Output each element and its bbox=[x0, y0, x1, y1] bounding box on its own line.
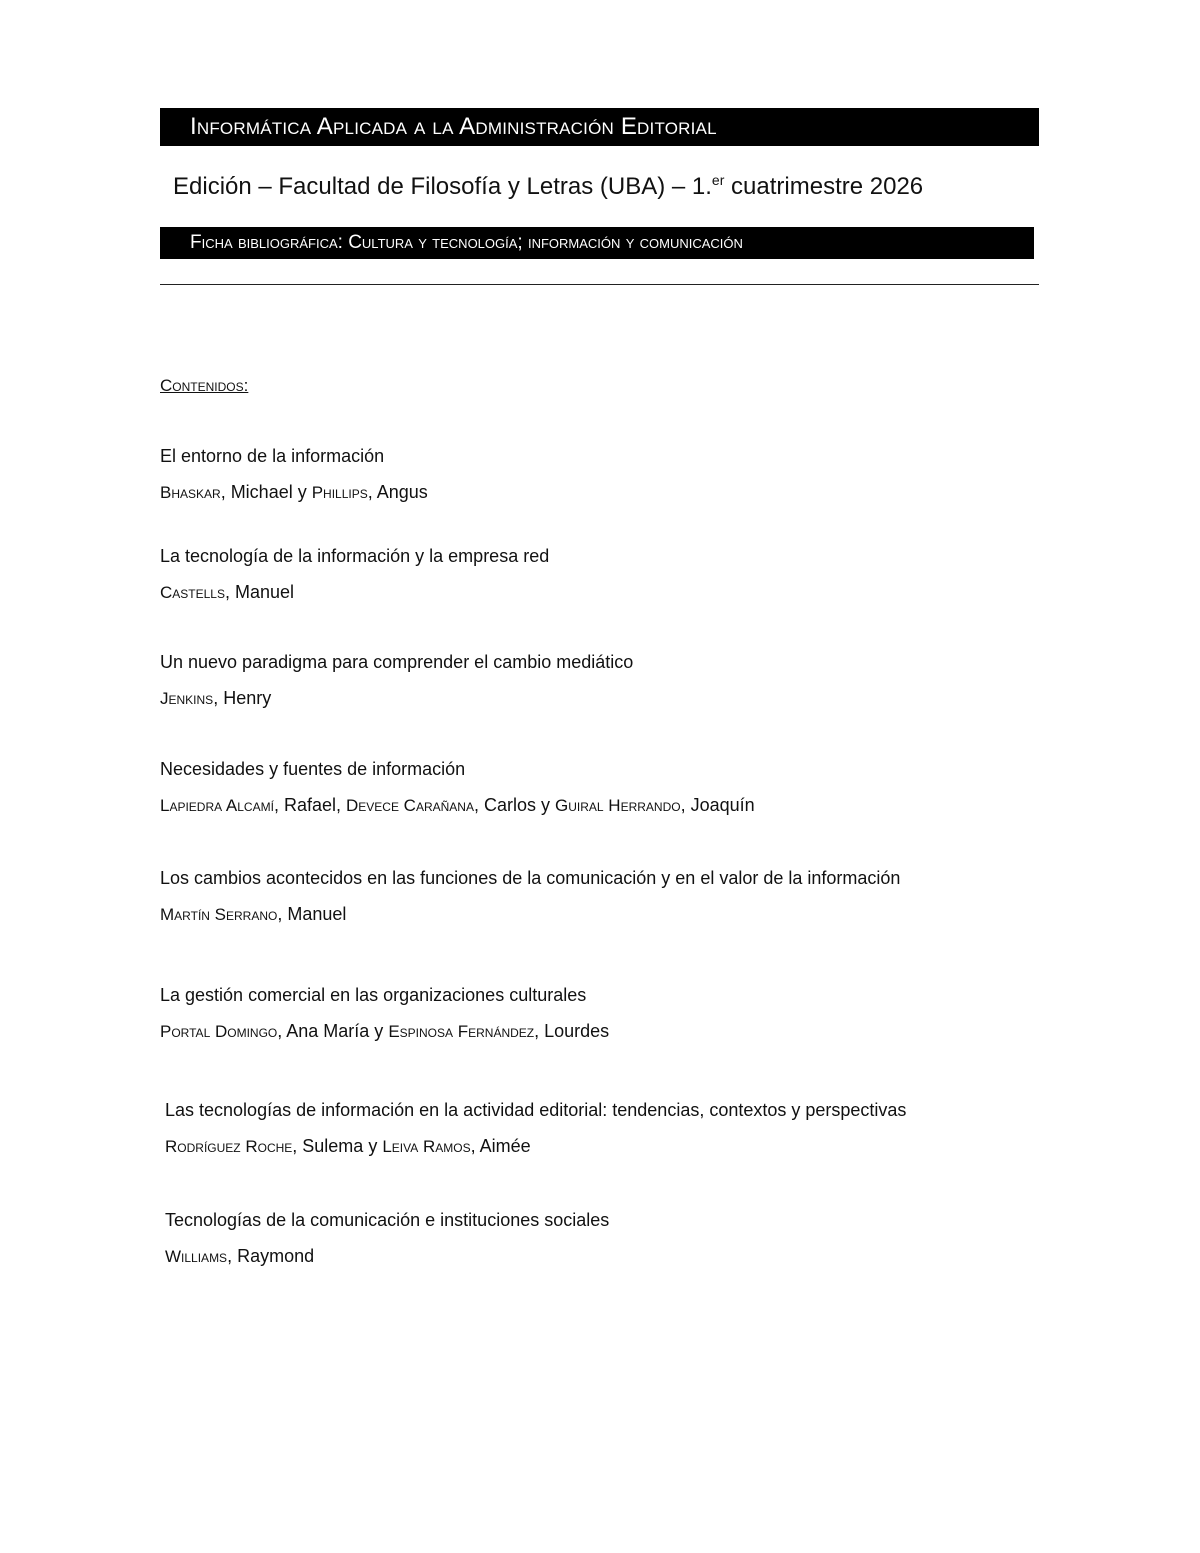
entry-title: Los cambios acontecidos en las funciones de la comunicación y en el valor de la información bbox=[160, 868, 901, 888]
author-surname: Bhaskar bbox=[160, 483, 221, 502]
author-given: , Sulema y bbox=[292, 1136, 383, 1156]
author-given: , Rafael, bbox=[273, 795, 346, 815]
entry-authors bbox=[160, 901, 1060, 928]
entry-title: La tecnología de la información y la empresa red bbox=[160, 546, 550, 566]
author-given: , Henry bbox=[213, 688, 272, 708]
entry-title: El entorno de la información bbox=[160, 446, 385, 466]
author-surname: Lapiedra Alcamí bbox=[160, 796, 274, 815]
contents-heading: Contenidos: bbox=[160, 376, 249, 395]
subtitle-ordinal: er bbox=[711, 172, 725, 188]
entry-authors bbox=[160, 685, 1060, 712]
author-surname: Devece Carañana bbox=[345, 796, 474, 815]
author-surname: Guiral Herrando bbox=[555, 796, 681, 815]
author-given: , Raymond bbox=[227, 1246, 315, 1266]
contents-entry bbox=[160, 982, 1060, 1045]
author-given: , Ana María y bbox=[277, 1021, 389, 1041]
entry-authors bbox=[160, 792, 1060, 819]
section-title-bar bbox=[160, 227, 1034, 259]
author-given: , Lourdes bbox=[534, 1021, 610, 1041]
subtitle-main: Edición – Facultad de Filosofía y Letras (UBA) – 1. bbox=[173, 173, 712, 200]
section-title: Ficha bibliográfica: Cultura y tecnología; información y comunicación bbox=[190, 232, 743, 253]
course-subtitle bbox=[173, 170, 923, 204]
author-surname: Espinosa Fernández bbox=[388, 1022, 535, 1041]
entry-authors bbox=[165, 1133, 1065, 1160]
contents-entry bbox=[160, 865, 1060, 928]
author-surname: Rodríguez Roche bbox=[165, 1137, 293, 1156]
entry-title: La gestión comercial en las organizaciones culturales bbox=[160, 985, 587, 1005]
entry-title: Tecnologías de la comunicación e instituciones sociales bbox=[165, 1210, 610, 1230]
author-surname: Phillips bbox=[311, 483, 368, 502]
entry-authors bbox=[165, 1243, 1065, 1270]
author-given: , Manuel bbox=[277, 904, 347, 924]
author-given: , Joaquín bbox=[680, 795, 755, 815]
author-surname: Martín Serrano bbox=[160, 905, 278, 924]
entry-authors bbox=[160, 579, 1060, 606]
entry-authors bbox=[160, 479, 1060, 506]
entry-title: Las tecnologías de información en la actividad editorial: tendencias, contextos y perspectivas bbox=[165, 1100, 907, 1120]
author-given: , Angus bbox=[367, 482, 428, 502]
contents-entry bbox=[165, 1097, 1065, 1160]
entry-authors bbox=[160, 1018, 1060, 1045]
author-surname: Castells bbox=[160, 583, 225, 602]
entry-title: Un nuevo paradigma para comprender el cambio mediático bbox=[160, 652, 634, 672]
subtitle-end: cuatrimestre 2026 bbox=[724, 173, 924, 200]
author-surname: Portal Domingo bbox=[160, 1022, 278, 1041]
author-surname: Leiva Ramos bbox=[382, 1137, 471, 1156]
author-given: , Manuel bbox=[224, 582, 295, 602]
author-given: , Carlos y bbox=[473, 795, 555, 815]
author-given: , Aimée bbox=[470, 1136, 531, 1156]
contents-entry bbox=[160, 756, 1060, 819]
contents-entry bbox=[160, 443, 1060, 506]
author-surname: Jenkins bbox=[160, 689, 214, 708]
course-title-bar bbox=[160, 108, 1039, 146]
author-surname: Williams bbox=[165, 1247, 228, 1266]
author-given: , Michael y bbox=[220, 482, 312, 502]
entry-title: Necesidades y fuentes de información bbox=[160, 759, 466, 779]
contents-entry bbox=[160, 543, 1060, 606]
contents-entry bbox=[165, 1207, 1065, 1270]
course-title: Informática Aplicada a la Administración Editorial bbox=[190, 113, 717, 140]
horizontal-rule bbox=[160, 284, 1039, 285]
contents-entry bbox=[160, 649, 1060, 712]
